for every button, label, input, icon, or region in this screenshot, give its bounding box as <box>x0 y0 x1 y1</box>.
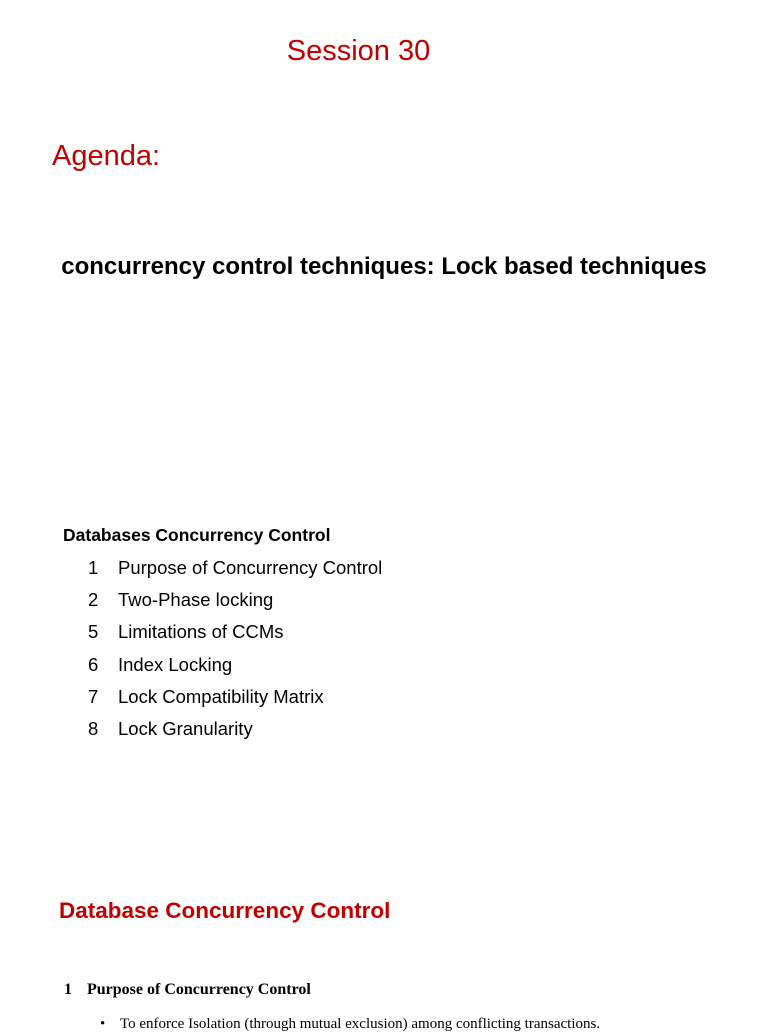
bullet-icon: • <box>100 1016 106 1032</box>
bullet-item <box>100 1014 600 1034</box>
subsection-heading <box>64 979 311 1001</box>
subsection-title: Purpose of Concurrency Control <box>87 981 311 998</box>
toc-item-label: Lock Compatibility Matrix <box>118 685 324 707</box>
toc-heading: Databases Concurrency Control <box>63 525 331 545</box>
session-title: Session 30 <box>286 35 431 67</box>
toc-item-label: Purpose of Concurrency Control <box>118 557 383 578</box>
toc-item-number: 5 <box>88 621 99 643</box>
toc-item <box>88 587 382 619</box>
toc-item <box>88 555 382 587</box>
toc-item-number: 7 <box>88 685 99 707</box>
toc-item-label: Two-Phase locking <box>118 589 274 611</box>
toc-item <box>88 619 382 651</box>
toc-item-number: 1 <box>88 557 99 578</box>
section-title: Database Concurrency Control <box>59 898 391 923</box>
agenda-label: Agenda: <box>52 140 161 172</box>
toc-item <box>88 716 382 748</box>
toc-list <box>88 555 382 748</box>
toc-item-label: Lock Granularity <box>118 717 253 739</box>
main-title: concurrency control techniques: Lock based techniques <box>61 253 707 280</box>
toc-item-number: 8 <box>88 717 99 739</box>
toc-item-number: 6 <box>88 653 99 675</box>
bullet-text: To enforce Isolation (through mutual exclusion) among conflicting transactions. <box>120 1016 601 1032</box>
toc-item-label: Limitations of CCMs <box>118 621 284 643</box>
subsection-number: 1 <box>64 981 72 998</box>
toc-item <box>88 684 382 716</box>
toc-item <box>88 652 382 684</box>
toc-item-number: 2 <box>88 589 99 611</box>
toc-item-label: Index Locking <box>118 653 233 675</box>
